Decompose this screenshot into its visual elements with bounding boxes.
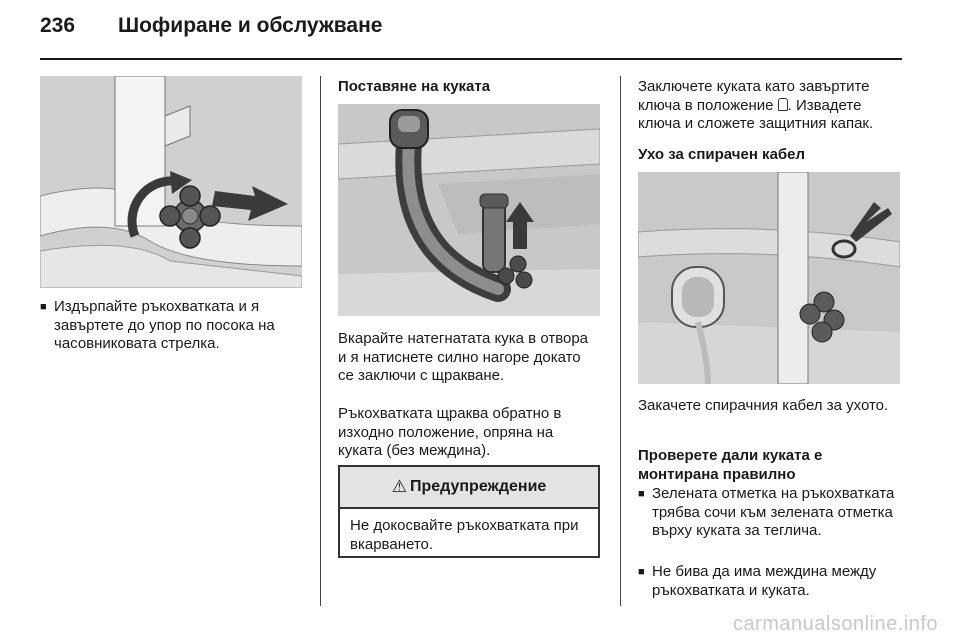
brake-cable-eye-illustration: [638, 172, 900, 384]
bullet-marker: ■: [638, 566, 645, 578]
bullet-text: Не бива да има междина между ръкохватката и куката.: [652, 563, 877, 599]
bullet-marker: ■: [638, 488, 645, 500]
warning-header: [340, 467, 598, 509]
bullet-marker: ■: [40, 301, 47, 313]
check-bullet-no-gap: [638, 563, 914, 600]
warning-title: Предупреждение: [409, 478, 547, 495]
section-heading-brake-cable-eye: Ухо за спирачен кабел: [638, 146, 806, 163]
warning-box: [338, 465, 600, 558]
paragraph-lock-hook: [638, 78, 900, 134]
handle-rotation-illustration: [40, 76, 302, 288]
hook-insertion-illustration: [338, 104, 600, 316]
bullet-text: Зелената отметка на ръкохватката трябва сочи към зелената отметка върху куката за теглича.: [652, 485, 895, 539]
paragraph-attach-cable: Закачете спирачния кабел за ухото.: [638, 397, 889, 414]
header-rule: [40, 58, 902, 60]
paragraph-insert-hook: Вкарайте натегнатата кука в отвора и я натиснете силно нагоре докато се заключи с щракване.: [338, 330, 589, 384]
paragraph-handle-returns: Ръкохватката щраква обратно в изходно положение, опряна на куката (без междина).: [338, 405, 562, 459]
section-heading-check-hook: Проверете дали куката е монтирана правилно: [638, 447, 823, 483]
lock-text-part2: . Извадете ключа и сложете защитния капак.: [638, 96, 874, 132]
column-divider: [620, 76, 621, 606]
page-number: 236: [40, 14, 76, 37]
page-title: Шофиране и обслужване: [118, 14, 383, 37]
instruction-bullet: [40, 298, 316, 354]
column-divider: [320, 76, 321, 606]
watermark: carmanualsonline.info: [732, 613, 938, 635]
page-header: [40, 14, 902, 56]
warning-body: Не докосвайте ръкохватката при вкарването.: [350, 517, 579, 553]
warning-triangle-icon: ⚠: [391, 477, 407, 496]
lock-text-part1: Заключете куката като завъртите ключа в положение: [638, 78, 870, 114]
key-position-icon: [778, 98, 788, 111]
check-bullet-green-mark: [638, 485, 914, 541]
section-heading-insert-hook: Поставяне на куката: [338, 78, 491, 95]
bullet-text: Издърпайте ръкохватката и я завъртете до упор по посока на часовниковата стрелка.: [54, 298, 275, 352]
